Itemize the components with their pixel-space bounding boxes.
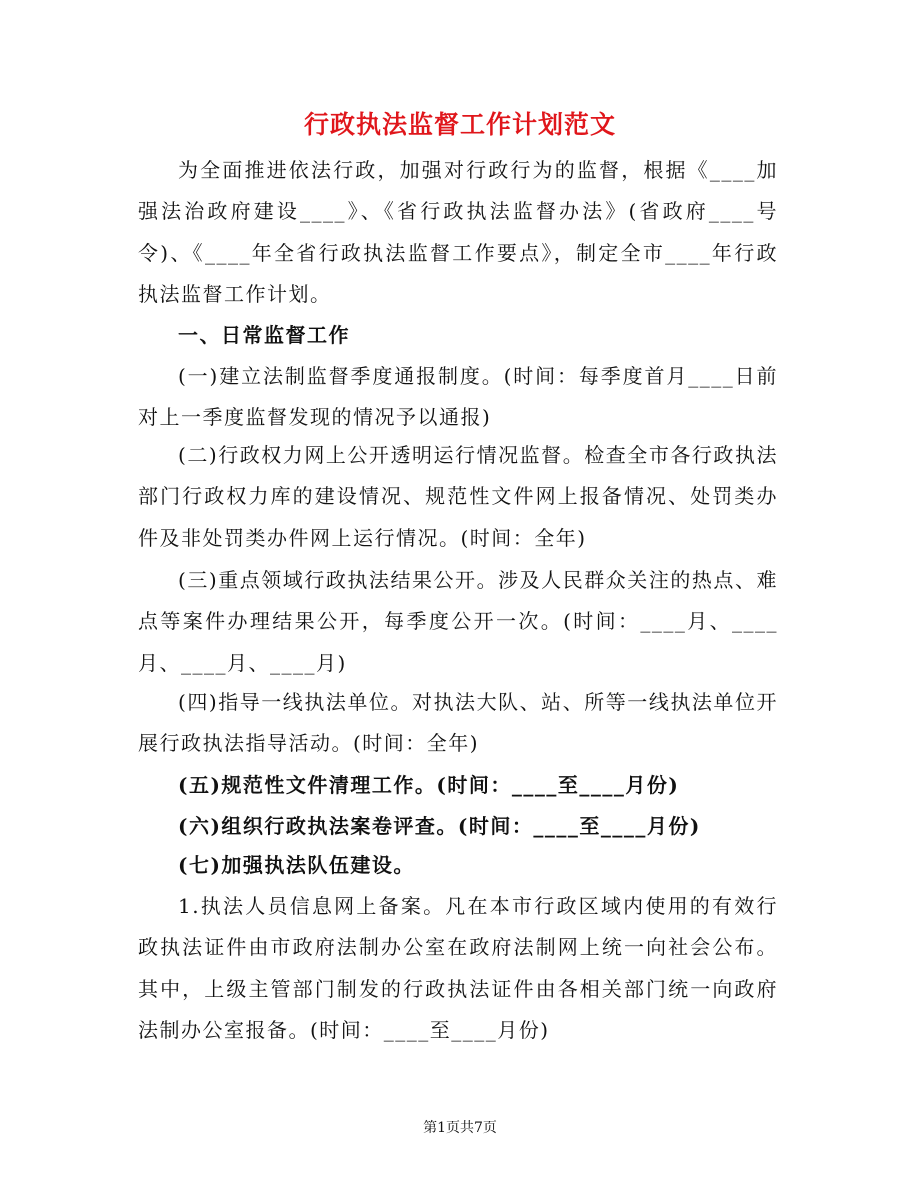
item-2-paragraph: (二)行政权力网上公开透明运行情况监督。检查全市各行政执法部门行政权力库的建设情况、规范性文件网上报备情况、处罚类办件及非处罚类办件网上运行情况。(时间：全年) [138, 443, 778, 550]
intro-paragraph: 为全面推进依法行政，加强对行政行为的监督，根据《____加强法治政府建设____》、《省行政执法监督办法》(省政府____号令)、《____年全省行政执法监督工作要点》，制定全市____年行政执法监督工作计划。 [138, 158, 778, 306]
section-heading-daily-supervision: 一、日常监督工作 [178, 323, 350, 347]
item-1-paragraph: (一)建立法制监督季度通报制度。(时间：每季度首月____日前对上一季度监督发现的情况予以通报) [138, 364, 778, 430]
item-3-paragraph: (三)重点领域行政执法结果公开。涉及人民群众关注的热点、难点等案件办理结果公开，每季度公开一次。(时间：____月、____月、____月、____月) [138, 568, 778, 675]
document-title: 行政执法监督工作计划范文 [303, 110, 616, 139]
item-5-heading: (五)规范性文件清理工作。(时间：____至____月份) [178, 773, 680, 797]
item-7-heading: (七)加强执法队伍建设。 [178, 853, 415, 877]
item-7-1-paragraph: 1.执法人员信息网上备案。凡在本市行政区域内使用的有效行政执法证件由市政府法制办公室在政府法制网上统一向社会公布。其中，上级主管部门制发的行政执法证件由各相关部门统一向政府法制办公室报备。(时间：____至____月份) [138, 894, 778, 1042]
page-indicator: 第1页共7页 [423, 1120, 497, 1136]
item-6-heading: (六)组织行政执法案卷评查。(时间：____至____月份) [178, 814, 701, 838]
item-4-paragraph: (四)指导一线执法单位。对执法大队、站、所等一线执法单位开展行政执法指导活动。(时间：全年) [138, 690, 778, 756]
